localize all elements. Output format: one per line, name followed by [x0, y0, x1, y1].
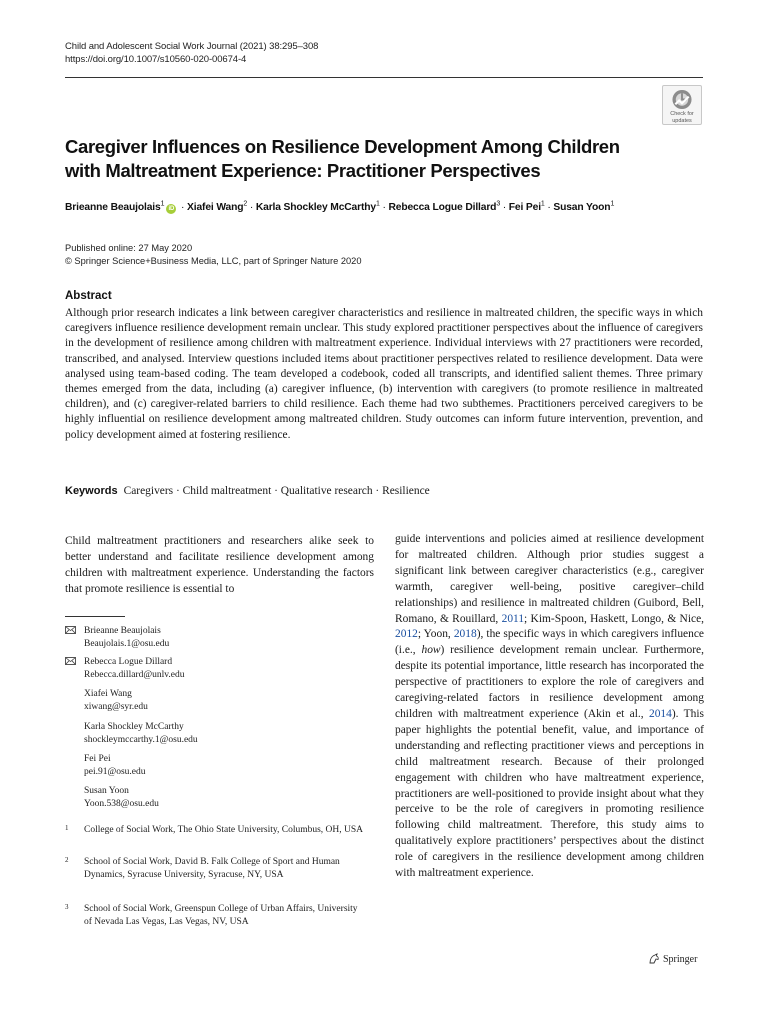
contact-entry [65, 785, 159, 811]
text-span: ; Kim-Spoon, Haskett, Longo, & Nice, [524, 612, 705, 625]
article-title-line-1: Caregiver Influences on Resilience Development Among Children [65, 136, 620, 157]
publisher-name: Springer [663, 953, 698, 965]
check-updates-icon [671, 89, 693, 110]
header-divider [65, 77, 703, 78]
keywords [65, 485, 430, 497]
author-name[interactable]: Xiafei Wang [187, 202, 244, 213]
journal-citation: Child and Adolescent Social Work Journal (2021) 38:295–308 [65, 41, 319, 52]
badge-label-line-2: updates [672, 118, 692, 124]
affiliation-text: School of Social Work, Greenspun College of Urban Affairs, University of Nevada Las Vegas, Las Vegas, NV, USA [84, 904, 358, 927]
publisher-footer [648, 953, 697, 965]
contact-name: Rebecca Logue Dillard [84, 657, 173, 667]
text-span: ). This paper highlights the potential benefit, value, and importance of understanding and reflecting practitioner views and perceptions in child maltreatment research. Because of their prolonged engagement with children who have maltreatment experience, practitioners are well-positioned to provide insight about what they perceive to be the role of caregivers in promoting resilience following child maltreatment. Therefore, this study aims to qualitatively explore practitioners’ perspectives about the distinct role of caregivers in the resilience development among children with maltreatment experience. [395, 707, 704, 880]
affiliation-entry [65, 856, 365, 882]
envelope-icon [65, 657, 76, 665]
author-affiliation-marker: 1 [376, 200, 380, 208]
contact-name: Susan Yoon [84, 786, 129, 796]
springer-horse-icon [648, 953, 660, 965]
text-span: guide interventions and policies aimed at resilience development for maltreated children. Although prior studies suggest a significant link between caregiver characteristics (e.g., caregiver warmth, caregiver well-being, positive caregiver–child relationships) and resilience in maltreated children (Guibord, Bell, Romano, & Rouillard, [395, 533, 704, 625]
affiliation-number: 3 [65, 903, 69, 911]
intro-paragraph-left: Child maltreatment practitioners and researchers alike seek to better understand and facilitate resilience development among children with maltreatment experience. Understanding the factors that promote resilience is essential to [65, 535, 374, 595]
contact-email[interactable]: pei.91@osu.edu [84, 767, 146, 777]
contact-name: Brieanne Beaujolais [84, 626, 161, 636]
author-name[interactable]: Rebecca Logue Dillard [388, 202, 497, 213]
contact-entry [65, 721, 198, 747]
emphasis-text: how [421, 644, 441, 657]
check-for-updates-badge[interactable] [662, 85, 702, 125]
author-name[interactable]: Brieanne Beaujolais [65, 202, 161, 213]
intro-paragraph-right [395, 532, 704, 882]
affiliation-entry [65, 824, 365, 837]
author-affiliation-marker: 1 [610, 200, 615, 208]
affiliation-number: 1 [65, 824, 69, 832]
author-name[interactable]: Karla Shockley McCarthy [255, 202, 376, 213]
contact-email[interactable]: Rebecca.dillard@unlv.edu [84, 670, 185, 680]
citation-link[interactable]: 2011 [501, 612, 525, 625]
contact-name: Fei Pei [84, 754, 111, 764]
author-name[interactable]: Fei Pei [508, 202, 541, 213]
copyright-notice: © Springer Science+Business Media, LLC, part of Springer Nature 2020 [65, 256, 362, 266]
contact-email[interactable]: Yoon.538@osu.edu [84, 799, 159, 809]
text-span: ; Yoon, [417, 628, 454, 641]
envelope-icon [65, 626, 76, 634]
doi-link[interactable]: https://doi.org/10.1007/s10560-020-00674-4 [65, 54, 247, 65]
author-name[interactable]: Susan Yoon [553, 202, 611, 213]
affiliation-number: 2 [65, 856, 69, 864]
contact-entry [65, 656, 184, 682]
contact-name: Karla Shockley McCarthy [84, 722, 184, 732]
keywords-list: Caregivers · Child maltreatment · Qualitative research · Resilience [123, 485, 430, 497]
citation-link[interactable]: 2018 [453, 628, 477, 641]
contact-email[interactable]: shockleymccarthy.1@osu.edu [84, 735, 198, 745]
contact-entry [65, 688, 148, 714]
contact-entry [65, 753, 146, 779]
affiliation-text: College of Social Work, The Ohio State University, Columbus, OH, USA [84, 825, 364, 835]
affiliation-text: School of Social Work, David B. Falk College of Sport and Human Dynamics, Syracuse University, Syracuse, NY, USA [84, 857, 340, 880]
article-title [65, 135, 685, 183]
author-affiliation-marker: 1 [540, 200, 545, 208]
published-date: Published online: 27 May 2020 [65, 243, 193, 253]
abstract-body: Although prior research indicates a link between caregiver characteristics and resilience in maltreated children, the specific ways in which caregivers influence resilience development remain unclear. This study explored practitioner perspectives about the influence of caregivers in the development of resilience among children with maltreatment experience. Individual interviews with 27 practitioners were recorded, transcribed, and analysed. Interview questions included items about practitioner perspectives related to resilience development. Data were analysed using team-based coding. The team developed a codebook, coded all transcripts, and identified salient themes. Three primary themes emerged from the data, including (a) caregiver influence, (b) intervention with caregivers (to promote resilience in maltreated children), and (c) caregiver-related barriers to child resilience. Each theme had two subthemes. Practitioners perceived caregivers to be highly influential on resilience development among maltreated children. Study outcomes can inform future intervention, prevention, and policy development aimed at fostering resilience. [65, 307, 703, 441]
article-title-line-2: with Maltreatment Experience: Practitioner Perspectives [65, 160, 541, 181]
keywords-label: Keywords [65, 485, 118, 497]
citation-link[interactable]: 2014 [648, 707, 672, 720]
footnote-divider [65, 616, 125, 617]
contact-entry [65, 625, 169, 651]
contact-name: Xiafei Wang [84, 689, 132, 699]
orcid-icon[interactable]: iD [166, 204, 176, 214]
text-span: ), the specific ways in which caregivers influence (i.e., [395, 628, 704, 657]
author-list: Brieanne Beaujolais$^1$iD · Xiafei Wang$^2$ · Karla Shockley McCarthy$^1$ · Rebecca Logue Dillard$^3$ · Fei Pei$^1$ · Susan Yoon$^1$ [65, 200, 615, 213]
citation-link[interactable]: 2012 [395, 628, 418, 641]
author-affiliation-marker: 1 [160, 200, 165, 208]
author-affiliation-marker: 2 [243, 200, 248, 208]
badge-label-line-1: Check for [670, 111, 694, 117]
affiliation-entry [65, 903, 365, 929]
abstract-heading: Abstract [65, 290, 112, 302]
text-span: ) resilience development remain unclear. Furthermore, despite its potential importance, little research has incorporated the perspective of practitioners to explore the role of caregivers and caregiving-related factors in resilience development among children with maltreatment experience (Akin et al., [395, 644, 704, 720]
contact-email[interactable]: Beaujolais.1@osu.edu [84, 639, 170, 649]
contact-email[interactable]: xiwang@syr.edu [84, 702, 148, 712]
author-affiliation-marker: 3 [496, 200, 501, 208]
